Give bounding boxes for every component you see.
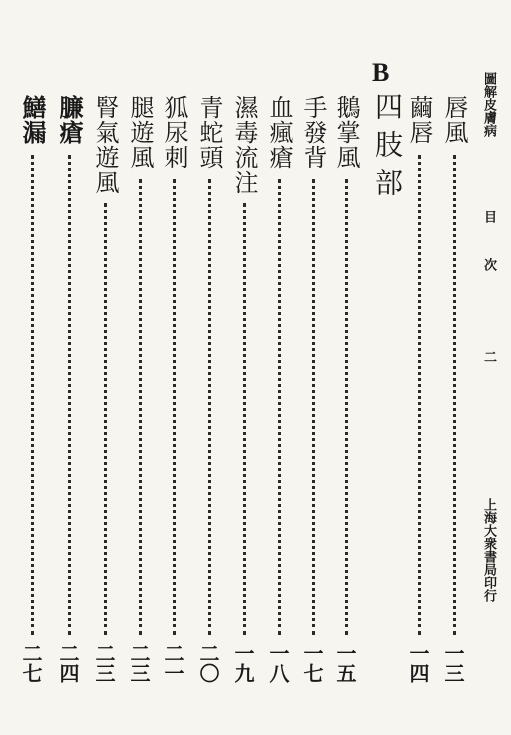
leader-dots — [208, 179, 211, 635]
toc-entry[interactable] — [230, 95, 260, 695]
entry-page: 一三 — [441, 643, 465, 683]
entry-title: 濕毒流注 — [230, 95, 258, 195]
toc-entry[interactable] — [195, 95, 225, 695]
entry-title: 手發背 — [299, 95, 327, 170]
toc-entry[interactable] — [440, 95, 470, 695]
toc-entry[interactable] — [126, 95, 156, 695]
entry-title: 繭唇 — [405, 95, 433, 145]
entry-title: 鱔漏 — [18, 95, 47, 145]
leader-dots — [278, 179, 281, 635]
leader-dots — [345, 179, 348, 635]
publisher-imprint: 上海大衆書局印行 — [480, 498, 496, 602]
entry-page: 一四 — [406, 643, 430, 683]
entry-page: 二〇 — [196, 643, 220, 683]
leader-dots — [139, 179, 142, 635]
leader-dots — [453, 155, 456, 635]
leader-dots — [243, 203, 246, 635]
section-letter: B — [372, 58, 390, 87]
toc-entry[interactable] — [55, 95, 85, 695]
entry-title: 腿遊風 — [126, 95, 154, 170]
toc-entry[interactable] — [160, 95, 190, 695]
leader-dots — [173, 179, 176, 635]
entry-page: 二七 — [19, 643, 43, 683]
entry-page: 一八 — [266, 643, 290, 683]
entry-page: 二一 — [161, 643, 185, 683]
entry-title: 青蛇頭 — [195, 95, 223, 170]
section-label: 目 次 — [480, 210, 496, 281]
entry-title: 唇風 — [440, 95, 468, 145]
entry-page: 二三 — [92, 643, 116, 683]
entry-title: 腎氣遊風 — [91, 95, 119, 195]
toc-entry[interactable] — [299, 95, 329, 695]
leader-dots — [68, 155, 71, 635]
entry-page: 二三 — [127, 643, 151, 683]
page-number: 二 — [480, 350, 496, 363]
entry-page: 一七 — [300, 643, 324, 683]
toc-entry[interactable] — [332, 95, 362, 695]
entry-page: 一九 — [231, 643, 255, 683]
entry-title: 臁瘡 — [55, 95, 84, 145]
book-title: 圖解皮膚病 — [480, 72, 496, 137]
leader-dots — [104, 203, 107, 635]
leader-dots — [31, 155, 34, 635]
entry-title: 血瘋瘡 — [265, 95, 293, 170]
section-title: 四肢部 — [371, 92, 404, 206]
toc-entry[interactable] — [18, 95, 48, 695]
toc-entry[interactable] — [405, 95, 435, 695]
entry-page: 一五 — [333, 643, 357, 683]
entry-title: 鵝掌風 — [332, 95, 360, 170]
toc-entry[interactable] — [91, 95, 121, 695]
entry-title: 狐尿刺 — [160, 95, 188, 170]
toc-entry[interactable] — [265, 95, 295, 695]
leader-dots — [418, 155, 421, 635]
leader-dots — [312, 179, 315, 635]
entry-page: 二四 — [56, 643, 80, 683]
